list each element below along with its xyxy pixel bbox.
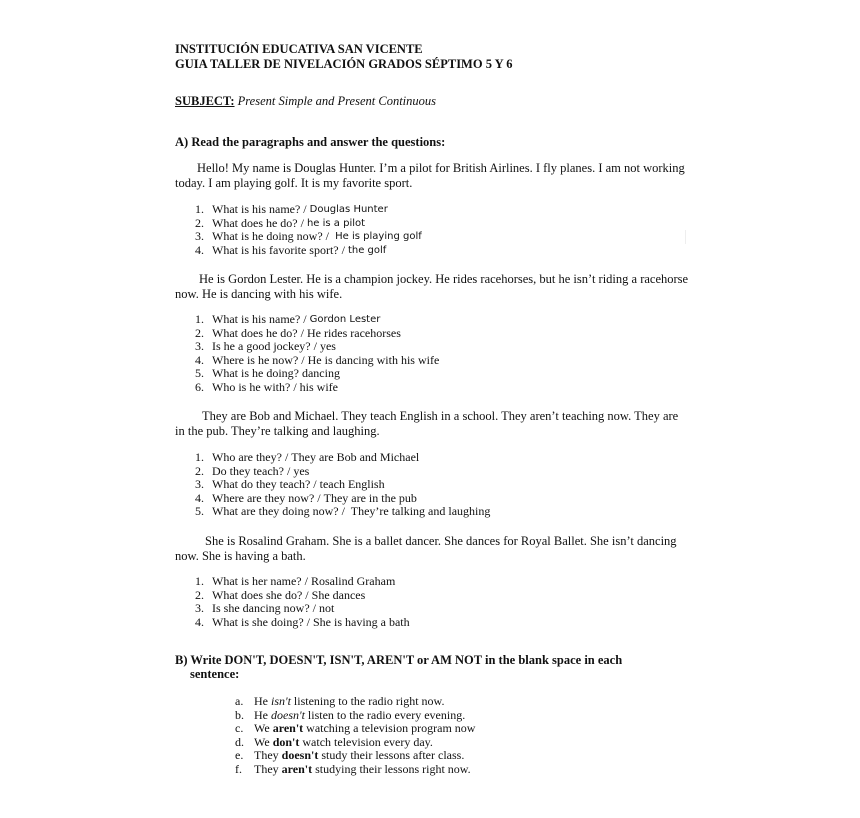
question-list-4: [195, 575, 410, 629]
subject-label: SUBJECT:: [175, 94, 235, 108]
list-item: 4. What is his favorite sport? / the golf: [195, 242, 387, 257]
list-item: d. We don't watch television every day.: [235, 734, 433, 749]
list-item: 3. What do they teach? / teach English: [195, 477, 385, 492]
list-item: f. They aren't studying their lessons right now.: [235, 761, 471, 776]
paragraph-4: She is Rosalind Graham. She is a ballet dancer. She dances for Royal Ballet. She isn’t dancing now. She is having a bath.: [175, 534, 677, 563]
list-item: 2. What does he do? / he is a pilot: [195, 215, 366, 230]
sentence-list: [235, 695, 475, 777]
list-item: 2. What does he do? / He rides racehorses: [195, 325, 401, 340]
list-item: a. He isn't listening to the radio right now.: [235, 694, 445, 708]
list-item: 4. Where are they now? / They are in the pub: [195, 490, 417, 505]
list-item: 2. Do they teach? / yes: [195, 463, 310, 478]
question-list-1: [195, 203, 686, 257]
list-item: 5. What are they doing now? / They’re talking and laughing: [195, 504, 491, 519]
list-item: 6. Who is he with? / his wife: [195, 379, 338, 394]
school-name: INSTITUCIÓN EDUCATIVA SAN VICENTE: [175, 42, 423, 56]
paragraph-1: Hello! My name is Douglas Hunter. I’m a pilot for British Airlines. I fly planes. I am not working today. I am playing golf. It is my favorite sport.: [175, 161, 685, 190]
section-b-title: B) Write DON'T, DOESN'T, ISN'T, AREN'T or AM NOT in the blank space in each: [175, 653, 623, 667]
paragraph-2: He is Gordon Lester. He is a champion jockey. He rides racehorses, but he isn’t riding a racehorse now. He is dancing with his wife.: [175, 272, 689, 301]
list-item: e. They doesn't study their lessons after class.: [235, 748, 465, 763]
subject-value: Present Simple and Present Continuous: [237, 94, 436, 108]
list-item: 5. What is he doing? dancing: [195, 366, 340, 381]
list-item: 4. What is she doing? / She is having a bath: [195, 614, 410, 629]
list-item: 3. Is he a good jockey? / yes: [195, 339, 336, 354]
list-item: c. We aren't watching a television program now: [235, 721, 476, 736]
list-item: 1. What is her name? / Rosalind Graham: [195, 574, 396, 588]
list-item: 1. What is his name? / Gordon Lester: [195, 312, 381, 326]
list-item: 2. What does she do? / She dances: [195, 587, 366, 602]
guide-title: GUIA TALLER DE NIVELACIÓN GRADOS SÉPTIMO 5 Y 6: [175, 57, 513, 71]
subject-line: [175, 94, 436, 109]
list-item: 3. Is she dancing now? / not: [195, 601, 335, 616]
section-b-title-cont: sentence:: [190, 667, 240, 681]
list-item: 1. What is his name? / Douglas Hunter: [195, 202, 388, 216]
question-list-3: [195, 451, 490, 519]
list-item: b. He doesn't listen to the radio every evening.: [235, 707, 466, 722]
list-item: 3. What is he doing now? / He is playing golf: [195, 230, 686, 244]
section-a-title: A) Read the paragraphs and answer the questions:: [175, 135, 446, 149]
question-list-2: [195, 313, 439, 395]
list-item: 4. Where is he now? / He is dancing with his wife: [195, 352, 440, 367]
paragraph-3: They are Bob and Michael. They teach English in a school. They aren’t teaching now. They are in the pub. They’re talking and laughing.: [175, 409, 679, 438]
list-item: 1. Who are they? / They are Bob and Michael: [195, 450, 420, 464]
